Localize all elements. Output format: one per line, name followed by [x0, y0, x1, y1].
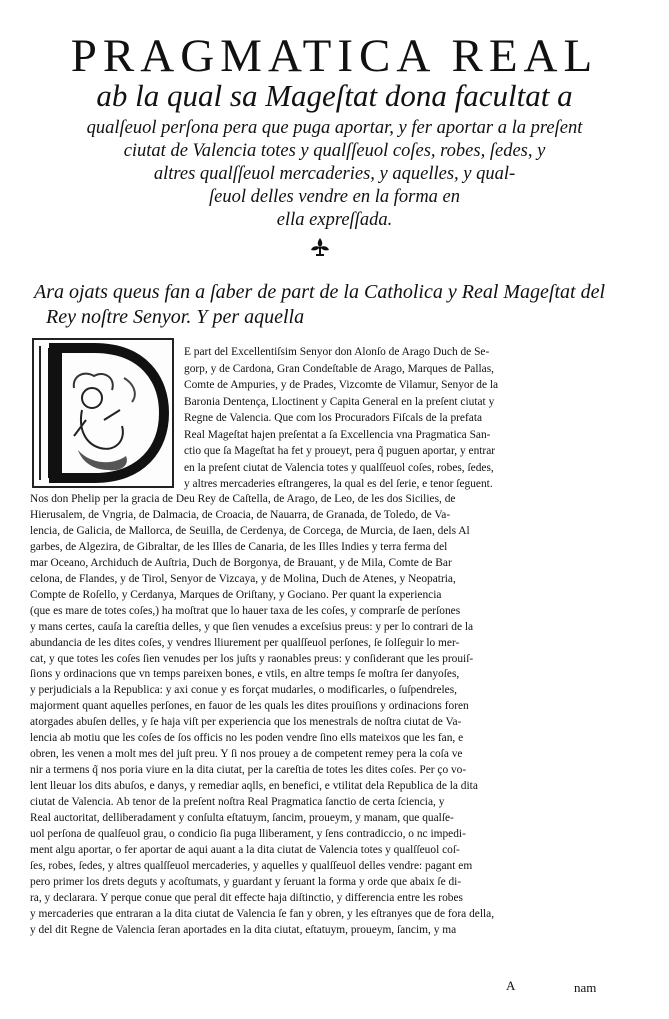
body-line: obren, les venen a molt mes del juſt preu. Y ſi nos prouey a de competent remey pera la coſa ve [30, 748, 463, 761]
intro-line: Real Mageſtat hajen preſentat a ſa Excellencia vna Pragmatica San- [184, 428, 491, 441]
title-subtitle: ab la qual sa Mageſtat dona facultat a [96, 78, 573, 113]
intro-paragraph [184, 344, 624, 493]
decorated-initial [32, 338, 174, 488]
body-line: atorgades abuſen delles, y ſe haja viſt per experiencia que los menestrals de noſtra ciutat de Va- [30, 716, 462, 729]
signature-mark: A [506, 978, 516, 993]
title-line: qualſeuol perſona pera que puga aportar, y fer aportar a la preſent [86, 118, 583, 138]
body-line: lencia ab motiu que les coſes de ſos officis no les poden vendre ſino ells mateixos que les fan, e [30, 732, 464, 745]
body-line: abundancia de les dites coſes, y vendres lliurement per qualſſeuol perſones, ſe ſolſeguir lo mer- [30, 636, 460, 649]
proclamation-heading [34, 280, 654, 330]
body-line: pero primer los drets deguts y acoſtumats, y guardant y ſeruant la forma y orde que abaix ſe di- [30, 875, 462, 888]
body-line: uol perſona de qualſeuol grau, o condicio ſia puga lliberament, y ſens contradiccio, o nc impedi- [30, 828, 466, 841]
intro-line: gorp, y de Cardona, Gran Condeſtable de Arago, Marques de Pallas, [184, 362, 494, 375]
body-line: y mans certes, cauſa la careſtia delles, y que ſien venudes a exceſsius preus: y per lo contrari de la [30, 620, 474, 633]
body-line: lencia, de Galicia, de Mallorca, de Seuilla, de Cerdenya, de Corcega, de Murcia, de Iaen, dels Al [30, 524, 470, 537]
body-line: (que es mare de totes coſes,) ha moſtrat que lo hauer taxa de les coſes, y comprarſe de perſones [30, 604, 461, 617]
body-line: lent lleuar los dits abuſos, e danys, y remediar aqlls, en benefici, e vtilitat dela Republica de la dita [30, 780, 478, 793]
body-line: Nos don Phelip per la gracia de Deu Rey de Caſtella, de Arago, de Leo, de les dos Sicilies, de [30, 493, 456, 505]
intro-line: y altres mercaderies eſtrangeres, la qual es del ſerie, e tenor ſeguent. [184, 478, 493, 490]
intro-line: en la preſent ciutat de Valencia totes y qualſſeuol coſes, robes, ſedes, [184, 461, 494, 474]
body-line: ciutat de Valencia. Ab tenor de la preſent noſtra Real Pragmatica ſanctio de certa ſciencia, y [30, 796, 445, 809]
body-line: majorment quant aquelles perſones, en fauor de les quals les dites prouiſions y ordinacions foren [30, 700, 469, 713]
catchword: nam [574, 980, 597, 995]
body-line: ment algu aportar, o fer aportar de aqui auant a la dita ciutat de Valencia totes y qualſſeuol coſ- [30, 843, 460, 856]
intro-line: ctio que ſa Mageſtat ha fet y proueyt, pera q̃ puguen aportar, y entrar [184, 445, 496, 457]
title-body [60, 117, 609, 232]
body-line: celona, de Flandes, y de Tirol, Senyor de Vizcaya, y de Molina, Duch de Atenes, y Neopatria, [30, 572, 456, 585]
body-line: mar Oceano, Archiduch de Auſtria, Duch de Borgonya, de Brauant, y de Mila, Comte de Bar [30, 556, 452, 569]
title-line: ciutat de Valencia totes y qualſſeuol coſes, robes, ſedes, y [123, 141, 546, 161]
title-line: ſeuol delles vendre en la forma en [208, 187, 461, 207]
body-line: ra, y declarara. Y perque conue que peral dit effecte haja diſtinctio, y differencia entre les robes [30, 891, 463, 904]
body-line: y mercaderies que entraran a la dita ciutat de Valencia ſe fan y obren, y les eſtranyes que de fora della, [30, 907, 495, 920]
body-line: Real auctoritat, delliberadament y conſulta eſtatuym, ſancim, proueym, y manam, que qualſe- [30, 812, 454, 825]
body-line: Hierusalem, de Vngria, de Dalmacia, de Croacia, de Nauarra, de Granada, de Toledo, de Va- [30, 508, 451, 521]
heading-line: Rey noſtre Senyor. Y per aquella [46, 306, 305, 328]
intro-line: Comte de Ampuries, y de Prades, Vizcomte de Vilamur, Senyor de la [184, 379, 499, 391]
body-line: cat, y que totes les coſes ſien venudes per los juſts y raonables preus: y conſiderant que les prouiſ- [30, 652, 474, 665]
body-line: Compte de Roſello, y Cerdanya, Marques de Oriſtany, y Gociano. Per quant la experiencia [30, 588, 442, 601]
decree-body [30, 492, 636, 939]
decorated-initial-icon [34, 340, 172, 486]
title-line: ella expreſſada. [276, 210, 393, 230]
body-line: ſions y ordinacions que vn temps pareixen bones, e vtils, en altre temps ſe moſtra ſer danyoſes, [30, 668, 460, 681]
intro-line: Regne de Valencia. Que com los Procuradors Fiſcals de la prefata [184, 412, 483, 424]
body-line: y perjudicials a la Republica: y axi conue y es forçat mudarles, o modificarles, o ſuſpendreles, [30, 684, 458, 697]
heading-line: Ara ojats queus fan a ſaber de part de la Catholica y Real Mageſtat del [34, 281, 606, 303]
title-line: altres qualſſeuol mercaderies, y aquelles, y qual- [153, 164, 516, 184]
body-line: nir a termens q̃ nos poria viure en la dita ciutat, per la careſtia de totes les dites coſes. Per ço vo- [30, 764, 467, 777]
intro-line: Baronia Dentença, Lloctinent y Capita General en la preſent ciutat y [184, 395, 495, 408]
intro-line: E part del Excellentiſsim Senyor don Alonſo de Arago Duch de Se- [184, 346, 490, 358]
body-line: y del dit Regne de Valencia ſeran aportades en la dita ciutat, eſtatuym, proueym, ſancim, y ma [30, 923, 457, 936]
fleuron-ornament-icon [309, 236, 331, 258]
body-line: garbes, de Algezira, de Gibraltar, de les Illes de Canaria, de les Illes Indies y terra ferma del [30, 540, 448, 553]
title-main: PRAGMATICA REAL [70, 30, 599, 82]
body-line: ſes, robes, ſedes, y altres qualſſeuol mercaderies, y aquelles y qualſſeuol delles vendre: pagant em [30, 859, 473, 872]
